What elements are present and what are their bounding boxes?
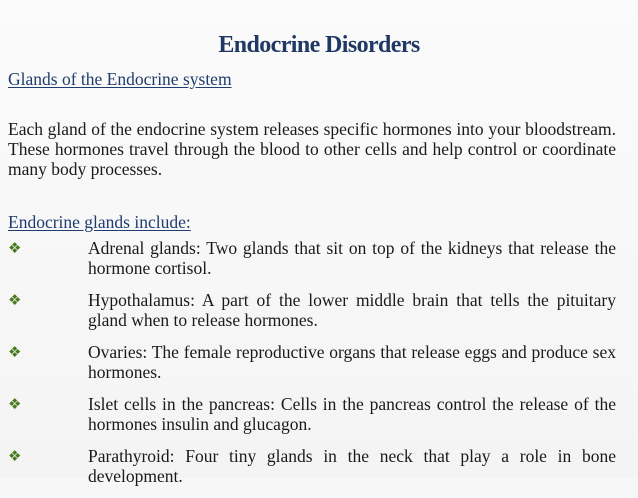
gland-description: Islet cells in the pancreas: Cells in the pancreas control the release of the hormones insulin and glucagon. [88,394,616,434]
list-item [8,238,616,290]
gland-description: Ovaries: The female reproductive organs that release eggs and produce sex hormones. [88,342,616,382]
gland-description: Adrenal glands: Two glands that sit on top of the kidneys that release the hormone cortisol. [88,238,616,278]
slide-title: Endocrine Disorders [218,32,420,58]
diamond-bullet-icon: ❖ [8,395,22,413]
section-subtitle: Glands of the Endocrine system [8,69,232,89]
glands-list [8,238,616,498]
list-item [8,394,616,446]
list-heading: Endocrine glands include: [8,212,191,232]
list-item [8,290,616,342]
diamond-bullet-icon: ❖ [8,239,22,257]
intro-paragraph: Each gland of the endocrine system releases specific hormones into your bloodstream. These hormones travel through the blood to other cells and help control or coordinate many body processes. [8,119,616,179]
gland-description: Parathyroid: Four tiny glands in the neck that play a role in bone development. [88,446,616,486]
gland-description: Hypothalamus: A part of the lower middle brain that tells the pituitary gland when to release hormones. [88,290,616,330]
diamond-bullet-icon: ❖ [8,343,22,361]
list-item [8,342,616,394]
diamond-bullet-icon: ❖ [8,291,22,309]
diamond-bullet-icon: ❖ [8,447,22,465]
list-item [8,446,616,498]
